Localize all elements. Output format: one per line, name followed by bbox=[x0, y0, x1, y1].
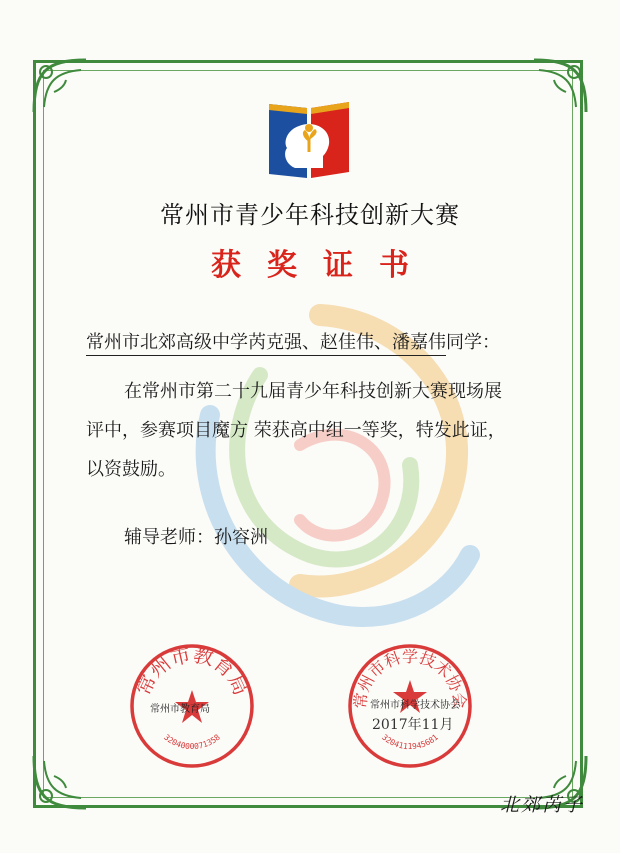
issue-date: 2017年11月 bbox=[372, 717, 454, 733]
corner-ornament-icon bbox=[504, 52, 594, 142]
seal-right-center-text: 常州市科学技术协会 bbox=[370, 700, 460, 711]
seal-left-center-text: 常州市教育局 bbox=[150, 704, 210, 715]
signature-watermark: 北郊芮子 bbox=[500, 794, 585, 816]
recipient-names: 常州市北郊高级中学芮克强、赵佳伟、潘嘉伟 bbox=[86, 332, 446, 356]
competition-logo-icon bbox=[265, 98, 353, 184]
recipient-line bbox=[86, 328, 500, 354]
recipient-suffix: 同学： bbox=[446, 332, 500, 353]
svg-text:3204111945681 bbox=[380, 733, 440, 752]
advisor-line: 辅导老师：孙容洲 bbox=[124, 527, 268, 548]
body-line-1: 在常州市第二十九届青少年科技创新大赛现场展 bbox=[124, 381, 502, 402]
certificate-title: 常州市青少年科技创新大赛 bbox=[160, 201, 460, 229]
corner-ornament-icon bbox=[26, 52, 116, 142]
seal-right-number: 3204111945681 bbox=[380, 732, 440, 752]
seal-left-arc: 常州市教育局 bbox=[130, 642, 254, 699]
svg-text:3204000071358 bbox=[162, 733, 222, 752]
body-line-2: 评中，参赛项目魔方 荣获高中组一等奖，特发此证， bbox=[86, 420, 506, 441]
seal-left-number: 3204000071358 bbox=[162, 732, 222, 752]
seal-right-arc: 常州市科学技术协会 bbox=[350, 647, 470, 710]
certificate-subtitle: 获奖证书 bbox=[211, 248, 435, 283]
body-line-3: 以资鼓励。 bbox=[86, 459, 176, 480]
corner-ornament-icon bbox=[26, 726, 116, 816]
award-body bbox=[86, 372, 556, 489]
